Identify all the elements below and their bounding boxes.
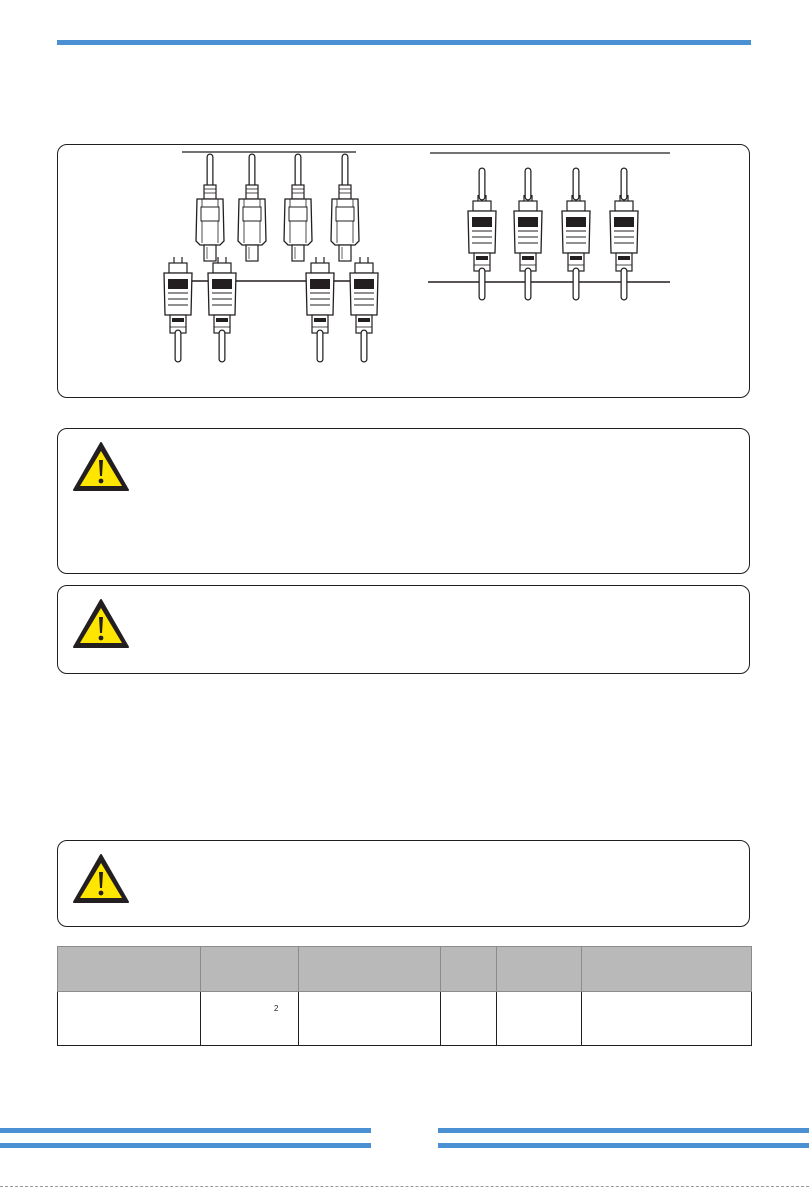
warning-triangle-icon: [72, 853, 130, 905]
footer-rule-right-1: [438, 1128, 809, 1133]
table-cell: [299, 992, 441, 1046]
pv-connector-illustration: [58, 145, 751, 399]
table-cell: [58, 992, 201, 1046]
table-header-cell: [582, 947, 752, 992]
connector-group-left: [164, 152, 378, 359]
table-row: [58, 992, 752, 1046]
table-header-cell: [58, 947, 201, 992]
cable-spec-table: [57, 946, 752, 1046]
warning-box-3: [57, 840, 750, 927]
footer-rule-left-2: [0, 1143, 371, 1148]
footer-rule-left-1: [0, 1128, 371, 1133]
table-header-cell: [497, 947, 582, 992]
page-edge-dash: [0, 1186, 809, 1187]
footer-rule-right-2: [438, 1143, 809, 1148]
table-header-cell: [201, 947, 299, 992]
table-cell: [582, 992, 752, 1046]
warning-box-2: [57, 585, 750, 674]
warning-triangle-icon: [72, 441, 130, 493]
superscript-two: 2: [274, 1004, 279, 1013]
header-rule: [57, 40, 751, 45]
connector-group-right: [428, 153, 670, 297]
connector-figure: [57, 144, 750, 398]
warning-triangle-icon: [72, 598, 130, 650]
table-cell: [201, 992, 299, 1046]
table-header-cell: [441, 947, 497, 992]
warning-box-1: [57, 428, 750, 574]
table-cell: [441, 992, 497, 1046]
table-cell: [497, 992, 582, 1046]
table-header-row: [58, 947, 752, 992]
table-header-cell: [299, 947, 441, 992]
